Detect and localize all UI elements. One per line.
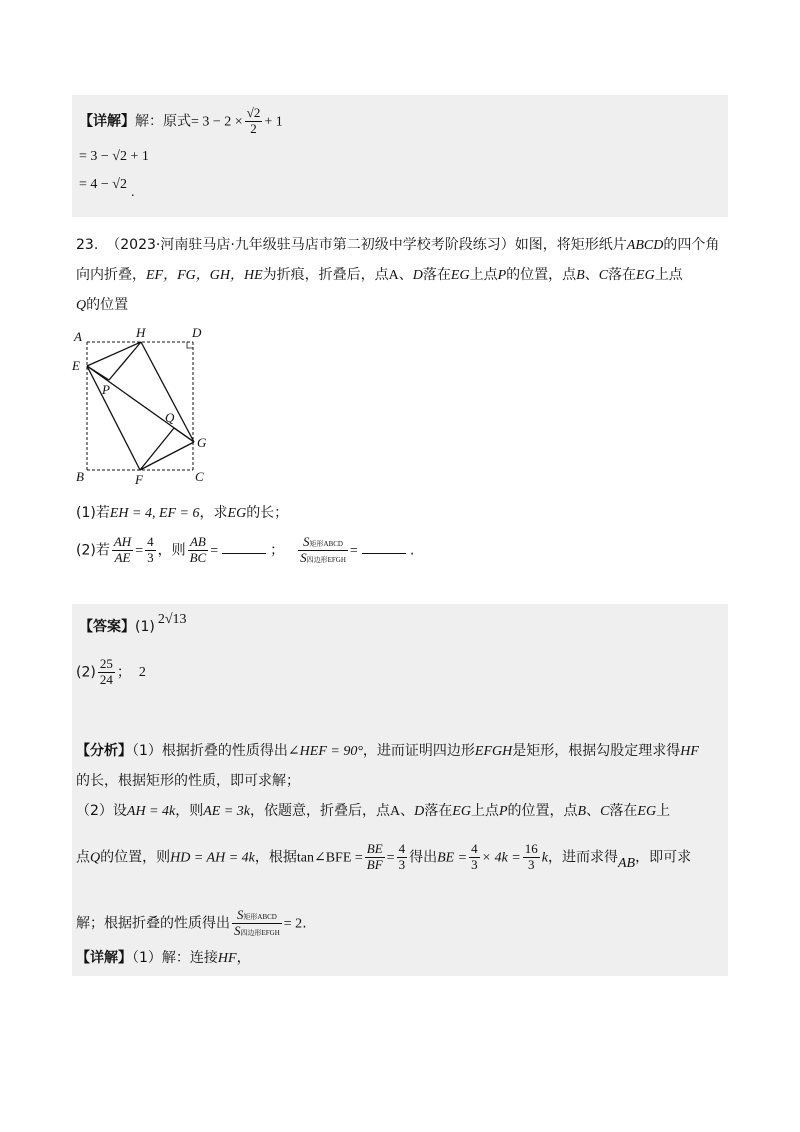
answer-tag: 【答案】 <box>79 619 135 635</box>
fraction: $\frac{AB}{BC}$ <box>189 534 207 565</box>
fraction: $\frac{BE}{BF}$ <box>366 841 383 872</box>
analysis-line-4: 点Q的位置，则HD = AH = 4k，根据tan∠BFE = $\frac{BE}{BF}$ = $\frac{4}{3}$ 得出BE = $\frac{4}{3}$ × 4k = $\frac{16}{3}$ k，进而求得AB，即可求 <box>76 841 692 872</box>
label-h: H <box>136 325 146 340</box>
question-number: 23. <box>76 237 99 253</box>
fraction: $\frac{25}{24}$ <box>99 656 113 687</box>
question-line-1: 23. （2023·河南驻马店·九年级驻马店市第二初级中学校考阶段练习）如图，将矩形纸片ABCD的四个角 <box>76 237 720 253</box>
fraction: $\frac{4}{3}$ <box>398 841 406 872</box>
fraction: $\frac{4}{3}$ <box>147 534 154 565</box>
geometry-figure <box>68 325 228 485</box>
answer-line-2: (2) $\frac{25}{24}$ ； 2 <box>76 656 146 687</box>
analysis-line-5: 解；根据折叠的性质得出 $\frac{\text{S矩形ABCD}}{\text{S四边形EFGH}}$ = 2. <box>76 907 307 938</box>
analysis-line-3: （2）设AH = 4k，则AE = 3k，依题意，折叠后，点A、D落在EG上点P的位置，点B、C落在EG上 <box>76 803 671 819</box>
fraction: $\frac{√2}{2}$ <box>246 105 261 136</box>
answer-analysis-block <box>72 604 728 976</box>
right-angle-mark <box>187 342 193 348</box>
part-2-question: (2)若 $\frac{AH}{AE}$ = $\frac{4}{3}$ ，则 $\frac{AB}{BC}$ = ； $\frac{\text{S矩形ABCD}}{\text{S四边形EFGH}}$ = . <box>76 534 415 565</box>
label-p: P <box>102 382 110 397</box>
label-b: B <box>76 469 84 484</box>
solution-line-2: = 3 − √2 + 1 <box>79 149 149 164</box>
detail-tag-2: 【详解】 <box>76 950 132 966</box>
solution-block-1 <box>72 95 728 217</box>
detail-line: 【详解】（1）解：连接HF， <box>76 950 251 966</box>
part-1-question: (1)若EH = 4, EF = 6，求EG的长； <box>76 505 289 521</box>
label-f: F <box>135 472 143 485</box>
fraction: $\frac{4}{3}$ <box>471 841 478 872</box>
label-e: E <box>72 358 80 373</box>
fraction: $\frac{AH}{AE}$ <box>113 534 132 565</box>
solution-line-1: 【详解】解：原式= 3 − 2 × $\frac{√2}{2}$ + 1 <box>79 105 283 136</box>
fraction: $\frac{\text{S矩形ABCD}}{\text{S四边形EFGH}}$ <box>234 907 280 938</box>
label-d: D <box>192 325 202 340</box>
label-q: Q <box>165 410 175 425</box>
detail-tag: 【详解】 <box>79 113 135 130</box>
label-c: C <box>195 469 204 484</box>
fraction: $\frac{16}{3}$ <box>524 841 538 872</box>
question-line-2: 向内折叠，EF，FG，GH，HE为折痕，折叠后，点A、D落在EG上点P的位置，点B、C落在EG上点 <box>76 267 683 283</box>
label-g: G <box>197 435 207 450</box>
answer-blank <box>362 543 406 554</box>
fraction: $\frac{\text{S矩形ABCD}}{\text{S四边形EFGH}}$ <box>300 534 346 565</box>
solution-line-3: = 4 − √2. <box>79 177 135 200</box>
analysis-line-1: 【分析】（1）根据折叠的性质得出∠HEF = 90°，进而证明四边形EFGH是矩形，根据勾股定理求得HF <box>76 743 699 759</box>
label-a: A <box>74 329 82 344</box>
question-line-3: Q的位置 <box>76 297 129 313</box>
analysis-line-2: 的长，根据矩形的性质，即可求解； <box>76 773 300 789</box>
answer-line-1: 【答案】(1) 2√13 <box>79 612 187 635</box>
answer-blank <box>222 543 266 554</box>
analysis-tag: 【分析】 <box>76 743 132 759</box>
fold-lines <box>87 342 194 470</box>
